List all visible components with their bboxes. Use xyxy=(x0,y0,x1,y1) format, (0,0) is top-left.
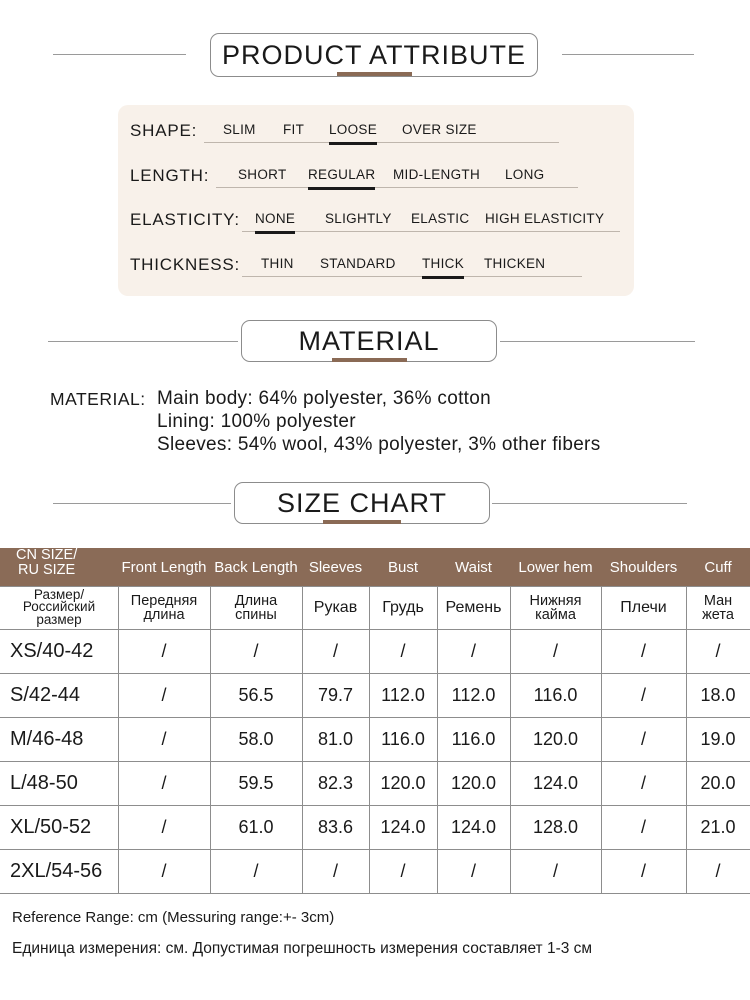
table-row xyxy=(0,673,750,717)
header-divider-right xyxy=(500,341,695,342)
attr-option: THICKEN xyxy=(484,256,546,271)
table-grid-line xyxy=(302,586,303,893)
measure-cell: / xyxy=(332,860,338,881)
measure-cell: / xyxy=(470,860,476,881)
table-grid-line xyxy=(369,586,370,893)
product-attribute-header xyxy=(0,33,750,77)
material-line: Sleeves: 54% wool, 43% polyester, 3% other fibers xyxy=(157,434,601,455)
footnote-ru: Единица измерения: см. Допустимая погрешность измерения составляет 1-3 см xyxy=(12,940,593,957)
header-cell-ru: Длина спины xyxy=(234,592,278,623)
header-cell: Bust xyxy=(387,558,418,576)
header-cell-ru: Плечи xyxy=(620,598,667,616)
attr-option: FIT xyxy=(283,122,305,137)
attr-label: ELASTICITY: xyxy=(130,210,240,229)
header-cell-ru: Рукав xyxy=(313,598,358,616)
measure-cell: / xyxy=(552,640,558,661)
attr-option: SLIM xyxy=(223,122,256,137)
table-grid-line xyxy=(0,629,750,630)
header-cell: Front Length xyxy=(121,558,207,576)
measure-cell: / xyxy=(161,640,167,661)
table-row xyxy=(0,805,750,849)
table-grid-line xyxy=(510,586,511,893)
measure-cell: / xyxy=(161,772,167,793)
measure-cell: / xyxy=(640,728,646,749)
table-row xyxy=(0,629,750,673)
table-grid-line xyxy=(0,586,750,587)
size-cell: XL/50-52 xyxy=(10,815,92,838)
attr-row-line xyxy=(216,187,578,188)
attr-option-selected: THICK xyxy=(422,256,464,271)
header-size-en: CN SIZE/ RU SIZE xyxy=(16,547,78,578)
size-chart-header xyxy=(0,482,750,526)
table-grid-line xyxy=(118,586,119,893)
attribute-card xyxy=(118,105,634,296)
header-cell-ru: Ман жета xyxy=(702,592,734,623)
table-grid-line xyxy=(0,673,750,674)
attr-label: SHAPE: xyxy=(130,121,198,140)
header-cell: Waist xyxy=(455,558,492,576)
size-cell: S/42-44 xyxy=(10,683,81,706)
attr-row-line xyxy=(242,276,582,277)
header-cell-ru: Ремень xyxy=(445,598,502,616)
material-label: MATERIAL: xyxy=(50,389,146,409)
table-grid-line xyxy=(0,805,750,806)
header-cell: Cuff xyxy=(704,558,732,576)
material-line: Main body: 64% polyester, 36% cotton xyxy=(157,388,491,409)
attr-row-thickness xyxy=(130,249,630,279)
measure-cell: / xyxy=(400,640,406,661)
measure-cell: / xyxy=(470,640,476,661)
attr-option: ELASTIC xyxy=(411,211,470,226)
measure-cell: 120.0 xyxy=(532,728,579,749)
measure-cell: / xyxy=(640,816,646,837)
measure-cell: 124.0 xyxy=(532,772,579,793)
header-cell-size xyxy=(0,548,118,586)
measure-cell: / xyxy=(161,684,167,705)
attr-option: LONG xyxy=(505,167,545,182)
attr-row-length xyxy=(130,160,630,190)
table-row xyxy=(0,717,750,761)
measure-cell: 20.0 xyxy=(700,772,736,793)
header-divider-left xyxy=(53,503,231,504)
header-divider-left xyxy=(48,341,238,342)
title-accent-bar xyxy=(323,520,401,524)
header-cell: Shoulders xyxy=(609,558,678,576)
measure-cell: 124.0 xyxy=(450,816,497,837)
table-grid-line xyxy=(0,893,750,894)
measure-cell: / xyxy=(715,640,721,661)
attr-option: SLIGHTLY xyxy=(325,211,392,226)
measure-cell: 116.0 xyxy=(381,728,425,749)
size-cell: M/46-48 xyxy=(10,727,84,750)
measure-cell: 18.0 xyxy=(700,684,736,705)
measure-cell: 56.5 xyxy=(238,684,274,705)
table-row xyxy=(0,849,750,893)
measure-cell: 61.0 xyxy=(238,816,274,837)
table-grid-line xyxy=(0,761,750,762)
measure-cell: 116.0 xyxy=(451,728,496,749)
size-cell: L/48-50 xyxy=(10,771,78,794)
attr-option-selected: REGULAR xyxy=(308,167,376,182)
measure-cell: 120.0 xyxy=(450,772,497,793)
measure-cell: 79.7 xyxy=(317,684,354,705)
measure-cell: 58.0 xyxy=(238,728,274,749)
attr-row-shape xyxy=(130,115,630,145)
measure-cell: / xyxy=(640,860,646,881)
attr-option: MID-LENGTH xyxy=(393,167,480,182)
attr-option: HIGH ELASTICITY xyxy=(485,211,605,226)
measure-cell: 83.6 xyxy=(317,816,354,837)
attr-row-line xyxy=(242,231,620,232)
footnote-en: Reference Range: cm (Messuring range:+- 3cm) xyxy=(12,909,335,926)
size-cell: 2XL/54-56 xyxy=(10,859,103,882)
measure-cell: 82.3 xyxy=(317,772,354,793)
attr-option: OVER SIZE xyxy=(402,122,477,137)
measure-cell: / xyxy=(161,728,167,749)
header-cell: Lower hem xyxy=(518,558,593,576)
measure-cell: / xyxy=(640,640,646,661)
attr-option-selected: NONE xyxy=(255,211,296,226)
measure-cell: 112.0 xyxy=(451,684,496,705)
header-cell: Sleeves xyxy=(308,558,363,576)
size-table xyxy=(0,548,750,893)
measure-cell: / xyxy=(400,860,406,881)
measure-cell: / xyxy=(715,860,721,881)
measure-cell: 128.0 xyxy=(532,816,579,837)
table-grid-line xyxy=(601,586,602,893)
measure-cell: / xyxy=(552,860,558,881)
header-divider-left xyxy=(53,54,186,55)
table-grid-line xyxy=(210,586,211,893)
size-cell: XS/40-42 xyxy=(10,639,94,662)
title-accent-bar xyxy=(332,358,407,362)
table-header-en xyxy=(0,548,750,586)
header-cell-ru: Передняя длина xyxy=(130,592,198,623)
attr-option: THIN xyxy=(261,256,294,271)
measure-cell: / xyxy=(640,772,646,793)
header-cell: Back Length xyxy=(214,558,298,576)
measure-cell: / xyxy=(161,816,167,837)
header-cell-ru: Грудь xyxy=(382,598,424,616)
measure-cell: 124.0 xyxy=(380,816,426,837)
header-cell-ru: Нижняя кайма xyxy=(529,592,582,623)
table-row xyxy=(0,761,750,805)
table-grid-line xyxy=(437,586,438,893)
measure-cell: / xyxy=(640,684,646,705)
attr-label: THICKNESS: xyxy=(130,255,241,274)
section-title: MATERIAL xyxy=(241,320,497,362)
attr-option-selected: LOOSE xyxy=(329,122,378,137)
attr-option: STANDARD xyxy=(320,256,396,271)
attr-row-line xyxy=(204,142,559,143)
measure-cell: 112.0 xyxy=(381,684,425,705)
attr-label: LENGTH: xyxy=(130,166,210,185)
measure-cell: / xyxy=(161,860,167,881)
table-grid-line xyxy=(0,849,750,850)
table-header-ru xyxy=(0,586,750,629)
title-accent-bar xyxy=(337,72,412,76)
material-header xyxy=(0,320,750,364)
measure-cell: / xyxy=(332,640,338,661)
measure-cell: / xyxy=(253,640,259,661)
attr-row-elasticity xyxy=(130,204,630,234)
measure-cell: 81.0 xyxy=(317,728,354,749)
header-divider-right xyxy=(492,503,687,504)
header-divider-right xyxy=(562,54,694,55)
table-grid-line xyxy=(686,586,687,893)
header-cell-size-ru: Размер/ Российский размер xyxy=(22,586,96,627)
section-title: PRODUCT ATTRIBUTE xyxy=(210,33,538,77)
measure-cell: 120.0 xyxy=(380,772,426,793)
measure-cell: 19.0 xyxy=(700,728,736,749)
measure-cell: 21.0 xyxy=(700,816,736,837)
measure-cell: 116.0 xyxy=(533,684,578,705)
section-title: SIZE CHART xyxy=(234,482,490,524)
material-line: Lining: 100% polyester xyxy=(157,411,356,432)
attr-option: SHORT xyxy=(238,167,287,182)
measure-cell: 59.5 xyxy=(238,772,274,793)
measure-cell: / xyxy=(253,860,259,881)
table-grid-line xyxy=(0,717,750,718)
